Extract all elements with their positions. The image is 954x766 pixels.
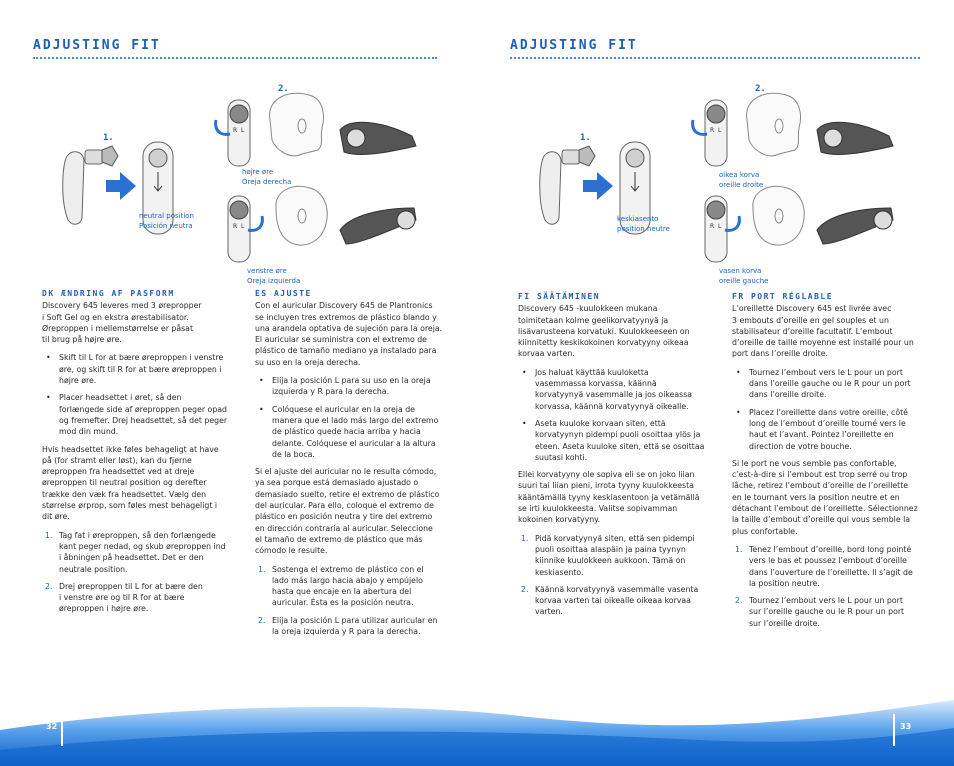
footer-divider	[893, 714, 895, 746]
headset-worn-left	[817, 208, 893, 244]
l-marker: L	[241, 223, 245, 230]
numbered-step: 2. Tournez l’embout vers le L pour un port sur l’oreille gauche ou le R pour un port sur l’oreille droite.	[735, 596, 905, 628]
intro-text: Discovery 645 -kuulokkeen mukana toimitetaan kolme geelikorvatyynyä ja lisävarusteena korvatuki. Kuulokkeeseen on kiinnitetty keskikokoinen korvatyyny oikeaa korvaa varten.	[518, 304, 690, 359]
l-marker: L	[241, 127, 245, 134]
headset-worn-right	[340, 122, 416, 154]
body-text: Si le port ne vous semble pas confortable, c’est-à-dire si l’embout est trop serré ou trop lâche, retirez l’embout d’oreille de l’oreillette en le tournant vers la position neutre et en détachant l’embout de l’oreillette. Sélectionnez la taille d’embout d’oreille qui vous semble la plus confortable.	[732, 458, 918, 536]
section-fr	[732, 291, 932, 635]
headset-worn-left	[340, 208, 416, 244]
body-text: Ellei korvatyyny ole sopiva eli se on joko liian suuri tai liian pieni, irrota tyyny kuulokkeesta kääntämällä tyyny keskiasentoon ja vetämällä se irti kuulokkeesta. Valitse sopivamman kokoinen korvatyyny.	[518, 470, 700, 525]
title-divider	[33, 57, 437, 59]
numbered-step: 2. Käännä korvatyynyä vasemmalle vasenta korvaa varten tai oikealle oikeaa korvaa varten.	[521, 584, 699, 617]
caption-neutral: neutral position Posición neutra	[139, 212, 194, 230]
section-dk	[42, 288, 232, 621]
numbered-step: 1. Pidä korvatyynyä siten, että sen pidempi puoli osoittaa alaspäin ja paina tyynyn kiinnike kuulokkeen aukkoon. Tämä on keskiasento.	[521, 533, 695, 577]
caption-left-ear: venstre øre Oreja izquierda	[247, 267, 301, 285]
intro-text: L’oreillette Discovery 645 est livrée avec 3 embouts d’oreille en gel souples et un stabilisateur d’oreille facultatif. L’embout d’oreille de taille moyenne est installé pour un port dans l’oreille droite.	[732, 304, 914, 359]
section-heading: FI SÄÄTÄMINEN	[518, 292, 601, 301]
body-text: Si el ajuste del auricular no le resulta cómodo, ya sea porque está demasiado ajustado o demasiado suelto, retire el extremo de plástico del auricular. Para ello, coloque el extremo de plástico en posición neutra y tire del extremo en dirección contraria al auricular. Seleccione el tamaño de extremo de plástico que más cómodo le resulte.	[255, 467, 440, 556]
caption-neutral: keskiasento position neutre	[617, 215, 670, 233]
head-side-right	[747, 93, 801, 156]
bullet-item: • Placez l’oreillette dans votre oreille, côté long de l’embout d’oreille tourné vers le haut et l’avant. Pointez l’oreillette en direction de votre bouche.	[736, 407, 908, 451]
l-marker: L	[718, 223, 722, 230]
section-heading: ES AJUSTE	[255, 289, 312, 298]
head-front-left	[276, 186, 327, 245]
r-marker: R	[710, 223, 715, 230]
fit-illustration	[517, 80, 917, 290]
section-es	[255, 288, 450, 643]
step-1-label: 1.	[103, 133, 114, 143]
section-fi	[518, 291, 713, 624]
bullet-item: • Jos haluat käyttää kuuloketta vasemmassa korvassa, käännä korvatyynyä vasemmalle ja jos oikeassa korvassa, käännä korvatyynyä oikealle.	[522, 367, 693, 411]
head-front-left	[753, 186, 804, 245]
page-title: ADJUSTING FIT	[33, 38, 161, 53]
body-text: Hvis headsettet ikke føles behageligt at have på (for stramt eller løst), kan du fjerne øreproppen fra headsettet ved at dreje øreproppen til neutral position og derefter trække den væk fra headsettet. Vælg den størrelse ørprop, som føles mest behageligt i dit øre.	[42, 444, 219, 522]
numbered-step: 1. Tag fat i øreproppen, så den forlængede kant peger nedad, og skub øreproppen ind i åbningen på headsettet. Det er den neutrale position.	[45, 530, 226, 574]
bullet-item: • Placer headsettet i øret, så den forlængede side af øreproppen peger opad og fremefter. Drej headsettet, så det peger mod din mund.	[46, 393, 228, 437]
step-2-label: 2.	[755, 84, 766, 94]
footer-divider	[61, 714, 63, 746]
numbered-step: 1. Sostenga el extremo de plástico con el lado más largo hacia abajo y empújelo hasta que encaje en la abertura del auricular. Ésta es la posición neutra.	[258, 564, 424, 608]
head-side-right	[270, 93, 324, 156]
page-right	[477, 0, 954, 766]
bullet-item: • Colóquese el auricular en la oreja de manera que el lado más largo del extremo de plástico quede hacia arriba y hacia delante. Colóquese el auricular a la altura de la boca.	[259, 404, 439, 459]
section-heading: DK ÆNDRING AF PASFORM	[42, 289, 175, 298]
section-heading: FR PORT RÉGLABLE	[732, 292, 834, 301]
page-title: ADJUSTING FIT	[510, 38, 638, 53]
l-marker: L	[718, 127, 722, 134]
r-marker: R	[233, 223, 238, 230]
bullet-item: • Elija la posición L para su uso en la oreja izquierda y R para la derecha.	[259, 376, 431, 397]
headset-worn-right	[817, 122, 893, 154]
step-2-label: 2.	[278, 84, 289, 94]
numbered-step: 2. Drej øreproppen til L for at bære den i venstre øre og til R for at bære øreproppen i højre øre.	[45, 581, 203, 614]
caption-right-ear: oikea korva oreille droite	[719, 171, 764, 189]
title-divider	[510, 57, 920, 59]
intro-text: Discovery 645 leveres med 3 ørepropper i Soft Gel og en ekstra ørestabilisator. Øreproppen i mellemstørrelse er påsat til brug på højre øre.	[42, 301, 202, 345]
caption-right-ear: højre øre Oreja derecha	[242, 168, 292, 186]
arrow-right-icon	[583, 172, 613, 200]
r-marker: R	[233, 127, 238, 134]
caption-left-ear: vasen korva oreille gauche	[719, 267, 769, 285]
page-number-right: 33	[900, 722, 912, 731]
r-marker: R	[710, 127, 715, 134]
footer-wave	[0, 690, 954, 766]
numbered-step: 1. Tenez l’embout d’oreille, bord long pointé vers le bas et poussez l’embout d’oreille dans l’ouverture de l’oreillette. Il s’agit de la position neutre.	[735, 544, 913, 588]
fit-illustration	[40, 80, 440, 290]
intro-text: Con el auricular Discovery 645 de Plantronics se incluyen tres extremos de plástico blando y una arandela optativa de sujeción para la oreja. El auricular se suministra con el extremo de plástico de tamaño mediano ya instalado para su uso en la oreja derecha.	[255, 301, 443, 367]
step-1-label: 1.	[580, 133, 591, 143]
arrow-right-icon	[106, 172, 136, 200]
page-number-left: 32	[46, 722, 58, 731]
bullet-item: • Skift til L for at bære øreproppen i venstre øre, og skift til R for at bære øreproppen i højre øre.	[46, 353, 224, 386]
bullet-item: • Tournez l’embout vers le L pour un port dans l’oreille gauche ou le R pour un port dans l’oreille droite.	[736, 367, 911, 400]
numbered-step: 2. Elija la posición L para utilizar auricular en la oreja izquierda y R para la derecha.	[258, 615, 438, 637]
bullet-item: • Aseta kuuloke korvaan siten, että korvatyynyn pidempi puoli osoittaa ylös ja eteen. Aseta kuuloke siten, että se osoittaa suutasi kohti.	[522, 418, 705, 462]
